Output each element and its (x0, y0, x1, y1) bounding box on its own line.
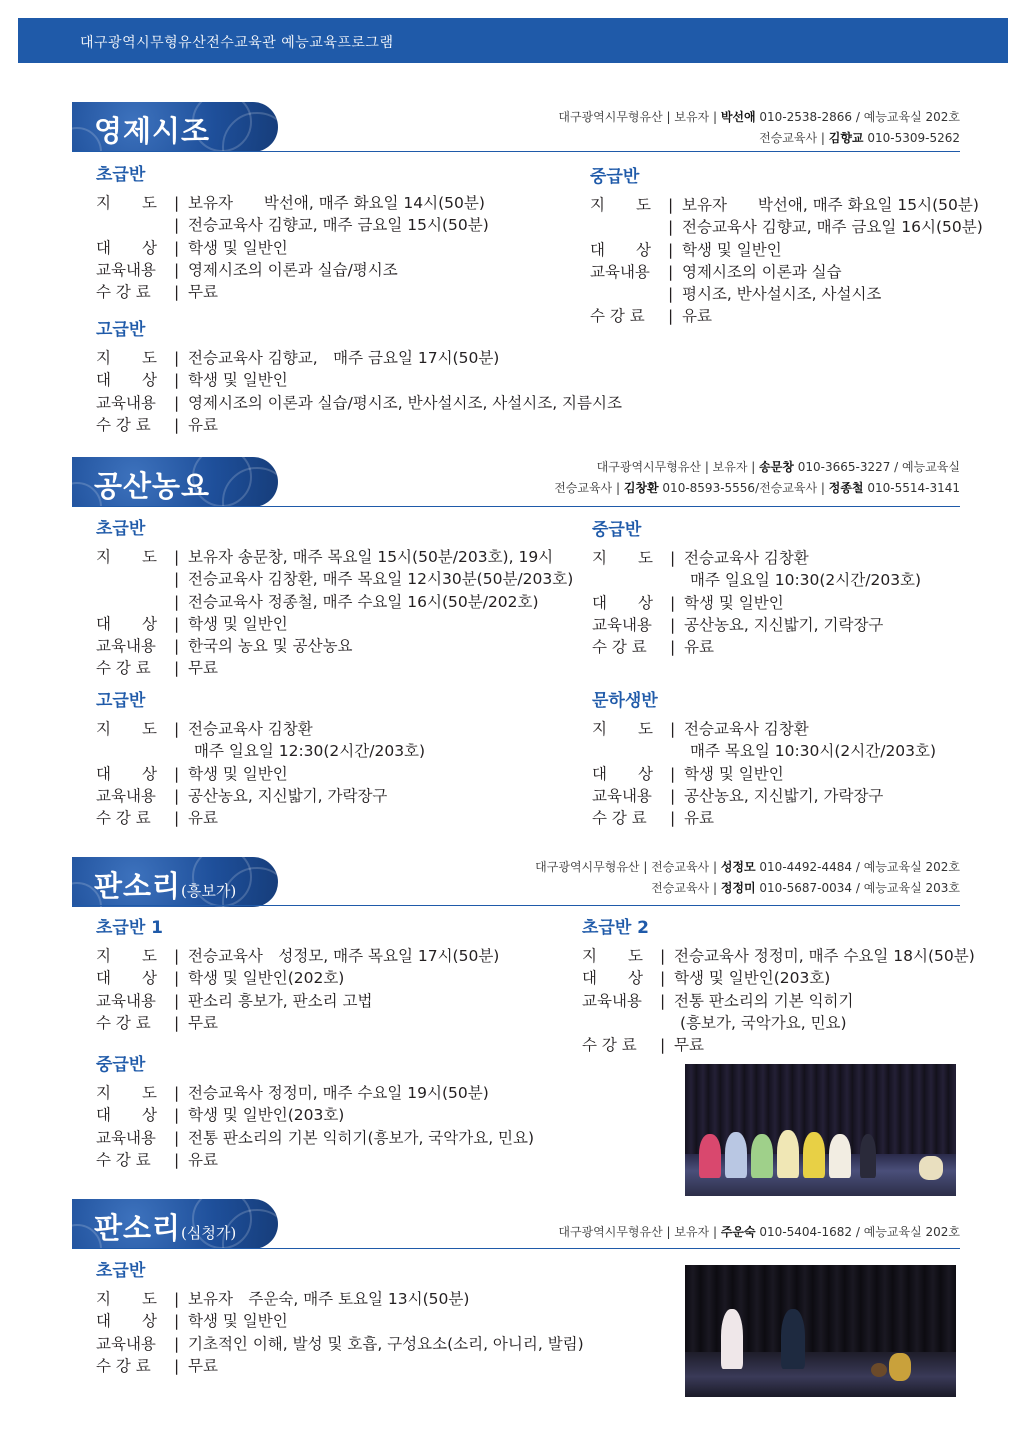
row-separator: | (174, 991, 180, 1010)
class-row (582, 1012, 975, 1034)
class-row (592, 785, 936, 807)
class-row (590, 194, 983, 216)
row-separator: | (174, 786, 180, 805)
row-separator: | (174, 1334, 180, 1353)
class-row (590, 261, 983, 283)
row-separator: | (174, 637, 180, 656)
class-row (96, 967, 499, 989)
class-row (96, 1082, 534, 1104)
section-banner-pansori-heungboga (72, 857, 278, 907)
row-separator: | (660, 1036, 666, 1055)
row-value: 유료 (188, 1150, 218, 1169)
class-row (96, 1149, 534, 1171)
class-row (592, 763, 936, 785)
class-row (582, 945, 975, 967)
row-label: 수 강 료 (96, 415, 151, 434)
row-label: 대 상 (592, 593, 653, 612)
class-row (592, 740, 936, 762)
class-block (96, 1054, 534, 1171)
row-value: 학생 및 일반인(203호) (188, 1106, 345, 1125)
row-label: 지 도 (590, 196, 651, 214)
header-bar (18, 18, 1008, 63)
row-label: 대 상 (592, 764, 653, 783)
row-value: 공산농요, 지신밟기, 가락장구 (684, 786, 884, 805)
class-block (592, 690, 936, 829)
row-separator: | (668, 285, 674, 304)
row-value: 전승교육사 김창환 (188, 720, 313, 738)
row-label: 교육내용 (592, 615, 652, 634)
row-value: 학생 및 일반인 (188, 238, 288, 257)
class-row (96, 546, 573, 568)
class-row (582, 967, 975, 989)
row-separator: | (668, 196, 674, 214)
row-value: 영제시조의 이론과 실습/평시조 (188, 260, 398, 279)
row-label: 수 강 료 (96, 1150, 151, 1169)
row-label: 수 강 료 (96, 1013, 151, 1032)
row-label: 교육내용 (582, 991, 642, 1010)
section-banner-gongsan-nongyo (72, 457, 278, 507)
class-row (96, 785, 425, 807)
row-label: 대 상 (96, 614, 157, 633)
row-value: 학생 및 일반인(203호) (674, 969, 831, 988)
row-label: 지 도 (96, 1290, 157, 1308)
row-value: 전승교육사 김창환, 매주 목요일 12시30분(50분/203호) (188, 570, 574, 589)
row-value: 유료 (684, 809, 714, 828)
section-contact-info: 대구광역시무형유산 | 보유자 | 주운숙 010-5404-1682 / 예능교육실 202호 (558, 1225, 960, 1239)
row-label: 지 도 (96, 1084, 157, 1102)
row-label: 대 상 (582, 969, 643, 988)
performance-photo-heungboga (685, 1064, 956, 1196)
section-divider (72, 151, 960, 152)
class-title: 중급반 (592, 520, 642, 540)
row-value: 전승교육사 정종철, 매주 수요일 16시(50분/202호) (188, 592, 539, 611)
class-row (96, 657, 573, 679)
row-separator: | (668, 240, 674, 259)
class-row (592, 718, 936, 740)
section-title: 영제시조 (94, 114, 211, 148)
class-row (96, 259, 489, 281)
row-value: 학생 및 일반인 (684, 593, 784, 612)
class-block (96, 917, 499, 1034)
class-row (96, 1127, 534, 1149)
class-block (96, 518, 573, 680)
row-value: 학생 및 일반인 (188, 614, 288, 633)
class-row (96, 718, 425, 740)
row-separator: | (174, 283, 180, 302)
row-value: 전승교육사 김창환 (684, 720, 809, 738)
row-separator: | (174, 570, 180, 589)
section-contact-info: 대구광역시무형유산 | 보유자 | 박선애 010-2538-2866 / 예능교육실 202호 전승교육사 | 김향교 010-5309-5262 (558, 110, 960, 145)
row-separator: | (660, 947, 666, 965)
row-value: 매주 일요일 10:30(2시간/203호) (690, 571, 922, 590)
row-value: 전승교육사 김향교, 매주 금요일 17시(50분) (188, 349, 500, 367)
section-title: 판소리(흥보가) (94, 869, 237, 903)
row-value: 유료 (682, 307, 712, 326)
row-value: 공산농요, 지신밟기, 기락장구 (684, 615, 884, 634)
row-separator: | (660, 969, 666, 988)
row-value: (흥보가, 국악가요, 민요) (680, 1013, 847, 1032)
class-title: 고급반 (96, 691, 146, 711)
row-value: 전승교육사 김향교, 매주 금요일 16시(50분) (682, 218, 983, 237)
class-row (590, 283, 983, 305)
row-label: 교육내용 (592, 786, 652, 805)
row-separator: | (174, 1150, 180, 1169)
row-separator: | (174, 969, 180, 988)
row-value: 한국의 농요 및 공산농요 (188, 637, 353, 656)
row-separator: | (670, 809, 676, 828)
class-title: 문하생반 (592, 691, 658, 711)
row-label: 지 도 (582, 947, 643, 965)
class-row (96, 1355, 584, 1377)
class-row (592, 547, 921, 569)
class-row (96, 237, 489, 259)
class-row (96, 1104, 534, 1126)
class-title: 초급반 (96, 519, 146, 539)
class-row (582, 990, 975, 1012)
row-separator: | (174, 1128, 180, 1147)
row-separator: | (670, 615, 676, 634)
row-value: 전승교육사 김창환 (684, 549, 809, 567)
row-value: 전통 판소리의 기본 익히기 (674, 991, 854, 1010)
row-label: 수 강 료 (592, 809, 647, 828)
row-separator: | (174, 260, 180, 279)
row-label: 수 강 료 (590, 307, 645, 326)
section-banner-yeongje-sijo (72, 102, 278, 152)
row-label: 수 강 료 (96, 1356, 151, 1375)
row-value: 공산농요, 지신밟기, 가락장구 (188, 786, 388, 805)
row-value: 학생 및 일반인 (682, 240, 782, 259)
section-title: 판소리(심청가) (94, 1211, 237, 1245)
class-row (590, 305, 983, 327)
class-row (96, 568, 573, 590)
row-value: 전승교육사 성정모, 매주 목요일 17시(50분) (188, 947, 500, 965)
row-value: 전통 판소리의 기본 익히기(흥보가, 국악가요, 민요) (188, 1128, 535, 1147)
class-row (96, 1333, 584, 1355)
class-block (96, 690, 425, 829)
class-block (96, 1260, 584, 1377)
row-value: 영제시조의 이론과 실습 (682, 262, 842, 281)
row-value: 기초적인 이해, 발성 및 호흡, 구성요소(소리, 아니리, 발림) (188, 1334, 584, 1353)
row-label: 교육내용 (96, 1334, 156, 1353)
row-separator: | (670, 786, 676, 805)
class-row (592, 569, 921, 591)
class-row (592, 636, 921, 658)
class-row (96, 740, 425, 762)
row-label: 대 상 (96, 969, 157, 988)
row-value: 판소리 흥보가, 판소리 고법 (188, 991, 373, 1010)
row-value: 유료 (188, 809, 218, 828)
row-value: 학생 및 일반인 (188, 764, 288, 783)
row-label: 수 강 료 (582, 1036, 637, 1055)
class-block (582, 917, 975, 1056)
row-value: 전승교육사 정정미, 매주 수요일 18시(50분) (674, 947, 975, 965)
row-value: 무료 (188, 1013, 218, 1032)
row-label: 지 도 (96, 349, 157, 367)
row-label: 지 도 (96, 548, 157, 566)
row-value: 무료 (188, 659, 218, 678)
row-value: 보유자 박선애, 매주 화요일 14시(50분) (188, 194, 485, 212)
class-row (96, 347, 622, 369)
class-row (96, 281, 489, 303)
row-label: 교육내용 (96, 260, 156, 279)
row-separator: | (174, 1013, 180, 1032)
row-label: 교육내용 (96, 991, 156, 1010)
section-banner-pansori-simcheongga (72, 1199, 278, 1249)
class-block (96, 164, 489, 303)
row-value: 무료 (188, 283, 218, 302)
class-row (582, 1034, 975, 1056)
class-title: 고급반 (96, 320, 146, 340)
row-separator: | (174, 548, 180, 566)
row-label: 지 도 (592, 549, 653, 567)
row-separator: | (668, 262, 674, 281)
class-row (96, 635, 573, 657)
class-row (96, 369, 622, 391)
row-separator: | (174, 1356, 180, 1375)
class-title: 초급반 (96, 1261, 146, 1281)
section-contact-info: 대구광역시무형유산 | 전승교육사 | 성정모 010-4492-4484 / 예능교육실 202호 전승교육사 | 정정미 010-5687-0034 / 예능교육실 203호 (535, 860, 960, 895)
class-row (96, 214, 489, 236)
class-row (96, 192, 489, 214)
row-separator: | (174, 1084, 180, 1102)
row-value: 보유자 주운숙, 매주 토요일 13시(50분) (188, 1290, 470, 1308)
row-value: 학생 및 일반인(202호) (188, 969, 345, 988)
class-row (96, 990, 499, 1012)
row-separator: | (174, 238, 180, 257)
row-separator: | (174, 592, 180, 611)
row-value: 전승교육사 김향교, 매주 금요일 15시(50분) (188, 216, 489, 235)
row-value: 학생 및 일반인 (684, 764, 784, 783)
row-label: 교육내용 (96, 1128, 156, 1147)
class-row (592, 807, 936, 829)
row-separator: | (174, 1290, 180, 1308)
row-value: 무료 (674, 1036, 704, 1055)
row-value: 전승교육사 정정미, 매주 수요일 19시(50분) (188, 1084, 489, 1102)
row-separator: | (670, 593, 676, 612)
row-value: 무료 (188, 1356, 218, 1375)
class-block (590, 166, 983, 328)
class-row (96, 763, 425, 785)
row-separator: | (174, 947, 180, 965)
row-separator: | (174, 1106, 180, 1125)
class-title: 중급반 (590, 167, 640, 187)
row-label: 지 도 (96, 194, 157, 212)
class-row (96, 591, 573, 613)
class-block (592, 519, 921, 658)
row-separator: | (668, 218, 674, 237)
class-row (96, 414, 622, 436)
row-separator: | (174, 614, 180, 633)
row-value: 학생 및 일반인 (188, 371, 288, 390)
class-row (96, 613, 573, 635)
row-value: 매주 목요일 10:30시(2시간/203호) (690, 742, 937, 761)
row-label: 대 상 (96, 371, 157, 390)
row-separator: | (174, 659, 180, 678)
section-contact-info: 대구광역시무형유산 | 보유자 | 송문창 010-3665-3227 / 예능교육실 전승교육사 | 김창환 010-8593-5556/전승교육사 | 정종철 010-5514-3141 (554, 460, 960, 495)
class-row (590, 239, 983, 261)
row-label: 대 상 (96, 1106, 157, 1125)
class-title: 초급반 1 (96, 918, 164, 938)
section-divider (72, 506, 960, 507)
row-label: 대 상 (590, 240, 651, 259)
row-separator: | (174, 809, 180, 828)
row-value: 보유자 송문창, 매주 목요일 15시(50분/203호), 19시 (188, 548, 554, 566)
row-separator: | (668, 307, 674, 326)
class-title: 중급반 (96, 1055, 146, 1075)
class-row (96, 1310, 584, 1332)
row-separator: | (670, 764, 676, 783)
row-value: 평시조, 반사설시조, 사설시조 (682, 285, 882, 304)
class-title: 초급반 (96, 165, 146, 185)
row-separator: | (670, 638, 676, 657)
row-value: 유료 (684, 638, 714, 657)
class-row (96, 392, 622, 414)
section-divider (72, 905, 960, 906)
row-value: 학생 및 일반인 (188, 1312, 288, 1331)
row-separator: | (670, 720, 676, 738)
row-value: 유료 (188, 415, 218, 434)
row-separator: | (174, 415, 180, 434)
class-row (96, 945, 499, 967)
row-separator: | (174, 194, 180, 212)
class-row (96, 807, 425, 829)
row-label: 수 강 료 (592, 638, 647, 657)
class-row (592, 614, 921, 636)
row-value: 영제시조의 이론과 실습/평시조, 반사설시조, 사설시조, 지름시조 (188, 393, 622, 412)
row-separator: | (174, 764, 180, 783)
row-label: 지 도 (96, 720, 157, 738)
row-separator: | (660, 991, 666, 1010)
class-row (592, 592, 921, 614)
row-separator: | (174, 371, 180, 390)
section-divider (72, 1248, 960, 1249)
row-label: 대 상 (96, 238, 157, 257)
row-label: 수 강 료 (96, 659, 151, 678)
row-separator: | (174, 1312, 180, 1331)
row-separator: | (174, 216, 180, 235)
row-label: 대 상 (96, 764, 157, 783)
row-label: 교육내용 (590, 262, 650, 281)
class-title: 초급반 2 (582, 918, 650, 938)
class-row (590, 216, 983, 238)
row-label: 수 강 료 (96, 809, 151, 828)
row-separator: | (174, 349, 180, 367)
row-label: 교육내용 (96, 786, 156, 805)
row-label: 지 도 (96, 947, 157, 965)
row-label: 교육내용 (96, 637, 156, 656)
row-separator: | (670, 549, 676, 567)
row-label: 교육내용 (96, 393, 156, 412)
header-title: 대구광역시무형유산전수교육관 예능교육프로그램 (80, 35, 394, 51)
row-label: 수 강 료 (96, 283, 151, 302)
row-value: 매주 일요일 12:30(2시간/203호) (194, 742, 426, 761)
class-block (96, 319, 622, 436)
row-value: 보유자 박선애, 매주 화요일 15시(50분) (682, 196, 979, 214)
section-title: 공산농요 (94, 469, 211, 503)
row-separator: | (174, 393, 180, 412)
row-label: 지 도 (592, 720, 653, 738)
row-label: 대 상 (96, 1312, 157, 1331)
class-row (96, 1012, 499, 1034)
row-separator: | (174, 720, 180, 738)
performance-photo-simcheongga (685, 1265, 956, 1397)
class-row (96, 1288, 584, 1310)
